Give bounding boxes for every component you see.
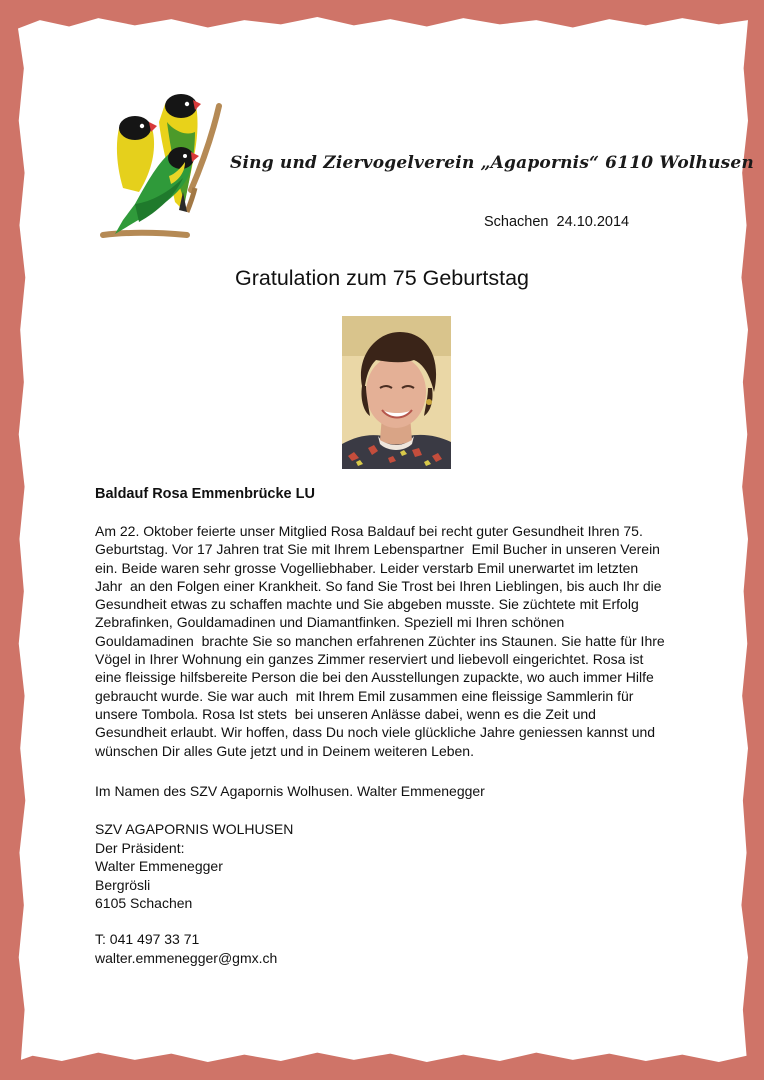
- date-line: Schachen 24.10.2014: [484, 214, 630, 230]
- body-line: Geburtstag. Vor 17 Jahren trat Sie mit Ihrem Lebenspartner Emil Bucher in unseren Verein: [95, 541, 660, 558]
- body-line: wünschen Dir alles Gute jetzt und in Deinem weiteren Leben.: [95, 742, 474, 759]
- signature-street: Bergrösli: [95, 876, 151, 893]
- body-line: unsere Tombola. Rosa Ist stets bei unseren Anlässe dabei, wenn es die Zeit und: [95, 705, 596, 722]
- body-line: eine fleissige hilfsbereite Person die bei den Ausstellungen zupackte, wo auch immer Hilfe: [95, 669, 654, 686]
- signature-name: Walter Emmenegger: [95, 858, 223, 874]
- signature-org: SZV AGAPORNIS WOLHUSEN: [95, 821, 294, 837]
- body-line: Am 22. Oktober feierte unser Mitglied Rosa Baldauf bei recht guter Gesundheit Ihren 75.: [95, 523, 643, 539]
- body-line: Jahr an den Folgen einer Krankheit. So fand Sie Trost bei Ihren Lieblingen, bis auch Ihr die: [95, 577, 662, 594]
- body-line: Zebrafinken, Gouldamadinen und Diamantfinken. Speziell mi Ihren schönen: [95, 614, 565, 631]
- body-line: Vögel in Ihrer Wohnung ein ganzes Zimmer reserviert und liebevoll eingerichtet. Rosa ist: [95, 651, 644, 668]
- person-name-heading: Baldauf Rosa Emmenbrücke LU: [95, 486, 315, 502]
- signature-block: [95, 820, 293, 913]
- body-line: Gesundheit erlaubt. Wir hoffen, dass Du noch viele glückliche Jahre geniessen kannst und: [95, 724, 656, 741]
- club-name-header: Sing und Ziervogelverein „Agapornis“ 6110 Wolhusen: [230, 153, 754, 173]
- body-line: ein. Beide waren sehr grosse Vogelliebhaber. Leider verstarb Emil unerwartet im letzten: [95, 559, 639, 576]
- lovebirds-logo: [95, 92, 223, 244]
- body-line: gebraucht wurde. Sie war auch mit Ihrem Emil zusammen eine fleissige Sammlerin für: [95, 687, 634, 704]
- article-body: [95, 522, 675, 760]
- body-line: Gouldamadinen brachte Sie so manchen erfahrenen Züchter ins Staunen. Sie hatte für Ihre: [95, 632, 665, 649]
- contact-email[interactable]: walter.emmenegger@gmx.ch: [95, 949, 278, 966]
- body-line: Gesundheit etwas zu schaffen machte und Sie abgeben musste. Sie züchtete mit Erfolg: [95, 596, 639, 613]
- signature-role: Der Präsident:: [95, 839, 185, 856]
- greeting-line: Im Namen des SZV Agapornis Wolhusen. Walter Emmenegger: [95, 783, 485, 799]
- signature-city: 6105 Schachen: [95, 895, 193, 911]
- contact-phone: T: 041 497 33 71: [95, 931, 200, 947]
- portrait-photo: [342, 316, 451, 469]
- contact-block: [95, 930, 277, 967]
- page-title: Gratulation zum 75 Geburtstag: [235, 266, 529, 290]
